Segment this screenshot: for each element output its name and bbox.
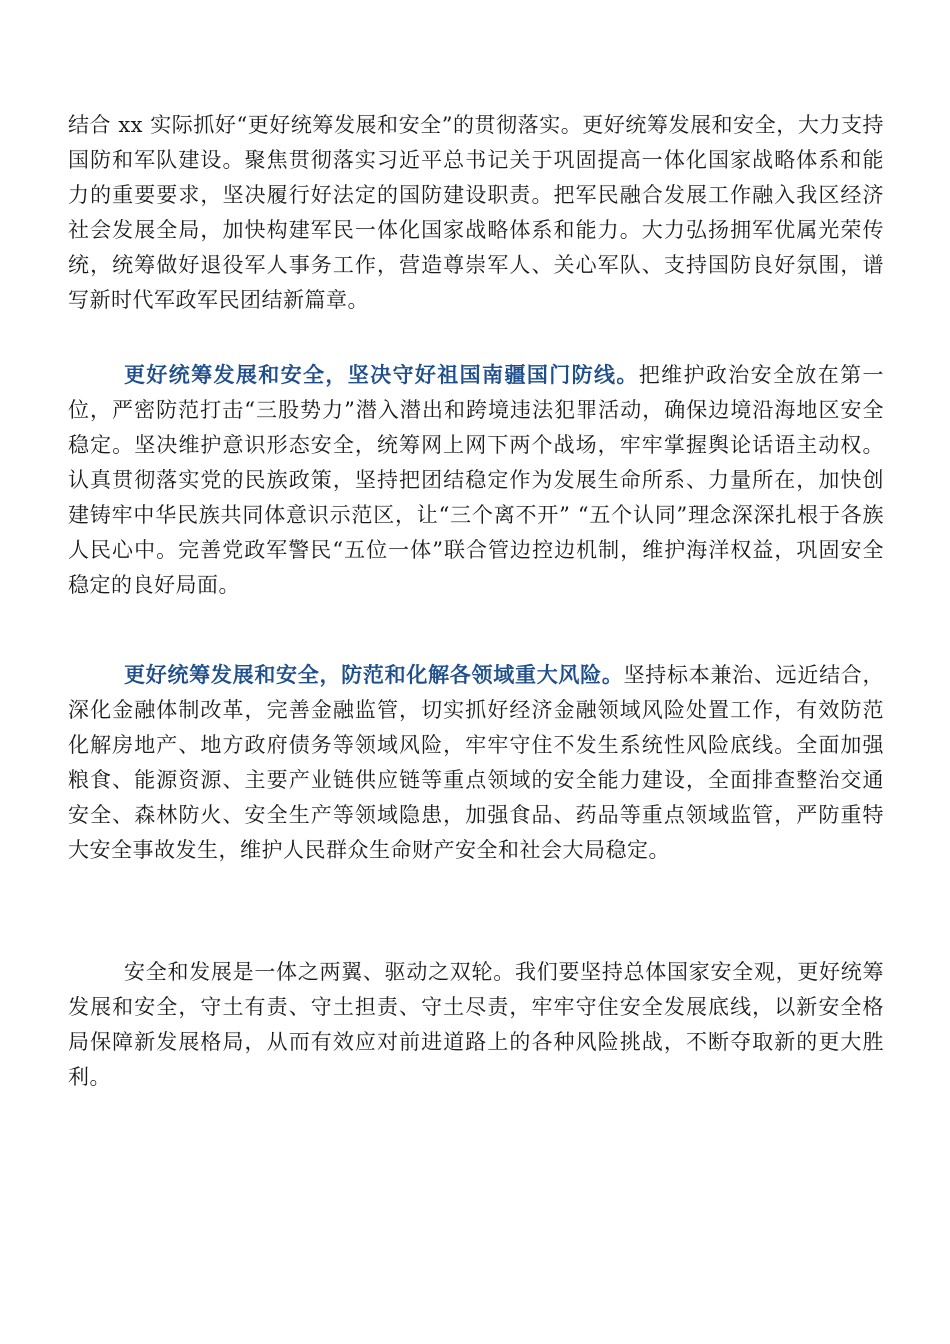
paragraph-body: 安全和发展是一体之两翼、驱动之双轮。我们要坚持总体国家安全观，更好统筹发展和安全，守土有责、守土担责、守土尽责，牢牢守住安全发展底线，以新安全格局保障新发展格局，从而有效应对前进道路上的各种风险挑战，不断夺取新的更大胜利。	[68, 960, 884, 1089]
paragraph-body: 坚持标本兼治、远近结合，深化金融体制改革，完善金融监管，切实抓好经济金融领域风险处置工作，有效防范化解房地产、地方政府债务等领域风险，牢牢守住不发生系统性风险底线。全面加强粮食、能源资源、主要产业链供应链等重点领域的安全能力建设，全面排查整治交通安全、森林防火、安全生产等领域隐患，加强食品、药品等重点领域监管，严防重特大安全事故发生，维护人民群众生命财产安全和社会大局稳定。	[68, 663, 885, 862]
paragraph-body: 结合 xx 实际抓好“更好统筹发展和安全”的贯彻落实。更好统筹发展和安全，大力支持国防和军队建设。聚焦贯彻落实习近平总书记关于巩固提高一体化国家战略体系和能力的重要要求，坚决履行好法定的国防建设职责。把军民融合发展工作融入我区经济社会发展全局，加快构建军民一体化国家战略体系和能力。大力弘扬拥军优属光荣传统，统筹做好退役军人事务工作，营造尊崇军人、关心军队、支持国防良好氛围，谱写新时代军政军民团结新篇章。	[68, 113, 884, 312]
paragraph-body: 把维护政治安全放在第一位，严密防范打击“三股势力”潜入潜出和跨境违法犯罪活动，确保边境沿海地区安全稳定。坚决维护意识形态安全，统筹网上网下两个战场，牢牢掌握舆论话语主动权。认真贯彻落实党的民族政策，坚持把团结稳定作为发展生命所系、力量所在，加快创建铸牢中华民族共同体意识示范区，让“三个离不开” “五个认同”理念深深扎根于各族人民心中。完善党政军警民“五位一体”联合管边控边机制，维护海洋权益，巩固安全稳定的良好局面。	[68, 363, 885, 597]
paragraph-military-support	[68, 108, 884, 318]
paragraph-conclusion	[68, 955, 884, 1095]
paragraph-border-defense	[68, 358, 884, 603]
section-heading: 更好统筹发展和安全，防范和化解各领域重大风险。	[124, 663, 624, 687]
section-heading: 更好统筹发展和安全，坚决守好祖国南疆国门防线。	[124, 363, 639, 387]
paragraph-risk-prevention	[68, 658, 884, 868]
